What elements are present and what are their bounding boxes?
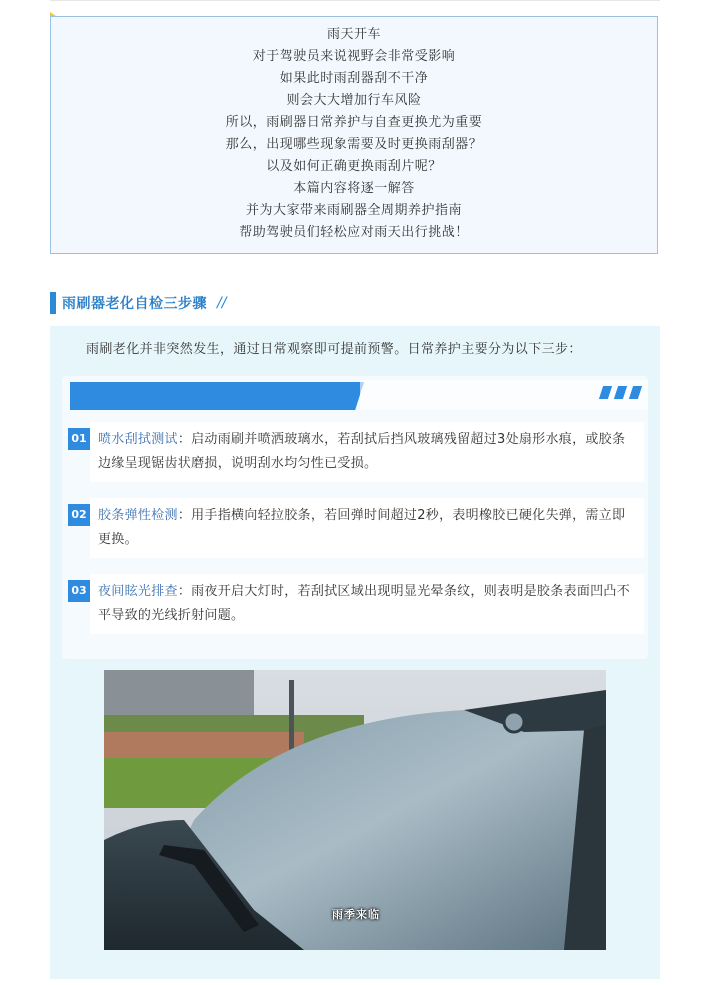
windshield-photo bbox=[104, 670, 606, 950]
step-number: 01 bbox=[68, 428, 90, 450]
step-lead: 喷水刮拭测试 bbox=[98, 432, 178, 447]
stripes-icon bbox=[601, 386, 640, 399]
intro-line: 则会大大增加行车风险 bbox=[286, 93, 422, 108]
step-body: ：启动雨刷并喷洒玻璃水，若刮拭后挡风玻璃残留超过3处扇形水痕，或胶条边缘呈现锯齿状磨损，说明刮水均匀性已受损。 bbox=[98, 432, 626, 471]
intro-box bbox=[50, 16, 658, 254]
section-title: 雨刷器老化自检三步骤 bbox=[62, 296, 207, 312]
step-lead: 胶条弹性检测 bbox=[98, 508, 178, 523]
step-text bbox=[90, 422, 644, 482]
step-text bbox=[90, 574, 644, 634]
intro-line: 并为大家带来雨刷器全周期养护指南 bbox=[245, 203, 462, 218]
section-bar bbox=[50, 292, 56, 314]
banner-bar bbox=[70, 382, 364, 410]
intro-line: 本篇内容将逐一解答 bbox=[293, 181, 415, 196]
section-heading bbox=[50, 292, 226, 314]
photo-caption: 雨季来临 bbox=[332, 908, 380, 921]
intro-line: 那么，出现哪些现象需要及时更换雨刮器？ bbox=[225, 137, 483, 152]
steps-card bbox=[62, 376, 648, 659]
content-panel bbox=[50, 326, 660, 979]
step-number: 03 bbox=[68, 580, 90, 602]
step-lead: 夜间眩光排查 bbox=[98, 584, 178, 599]
top-divider bbox=[50, 0, 660, 1]
step-body: ：用手指横向轻拉胶条，若回弹时间超过2秒，表明橡胶已硬化失弹，需立即更换。 bbox=[98, 508, 626, 547]
intro-line: 以及如何正确更换雨刮片呢？ bbox=[266, 159, 442, 174]
step-text bbox=[90, 498, 644, 558]
step-body: ：雨夜开启大灯时，若刮拭区域出现明显光晕条纹，则表明是胶条表面凹凸不平导致的光线折射问题。 bbox=[98, 584, 631, 623]
intro-line: 雨天开车 bbox=[326, 27, 381, 42]
step-number: 02 bbox=[68, 504, 90, 526]
intro-line: 所以，雨刷器日常养护与自查更换尤为重要 bbox=[225, 115, 483, 130]
intro-line: 如果此时雨刮器刮不干净 bbox=[279, 71, 429, 86]
intro-line: 帮助驾驶员们轻松应对雨天出行挑战！ bbox=[239, 225, 469, 240]
section-intro: 雨刷老化并非突然发生，通过日常观察即可提前预警。日常养护主要分为以下三步： bbox=[86, 342, 582, 357]
section-slash: // bbox=[217, 295, 227, 311]
intro-line: 对于驾驶员来说视野会非常受影响 bbox=[252, 49, 456, 64]
